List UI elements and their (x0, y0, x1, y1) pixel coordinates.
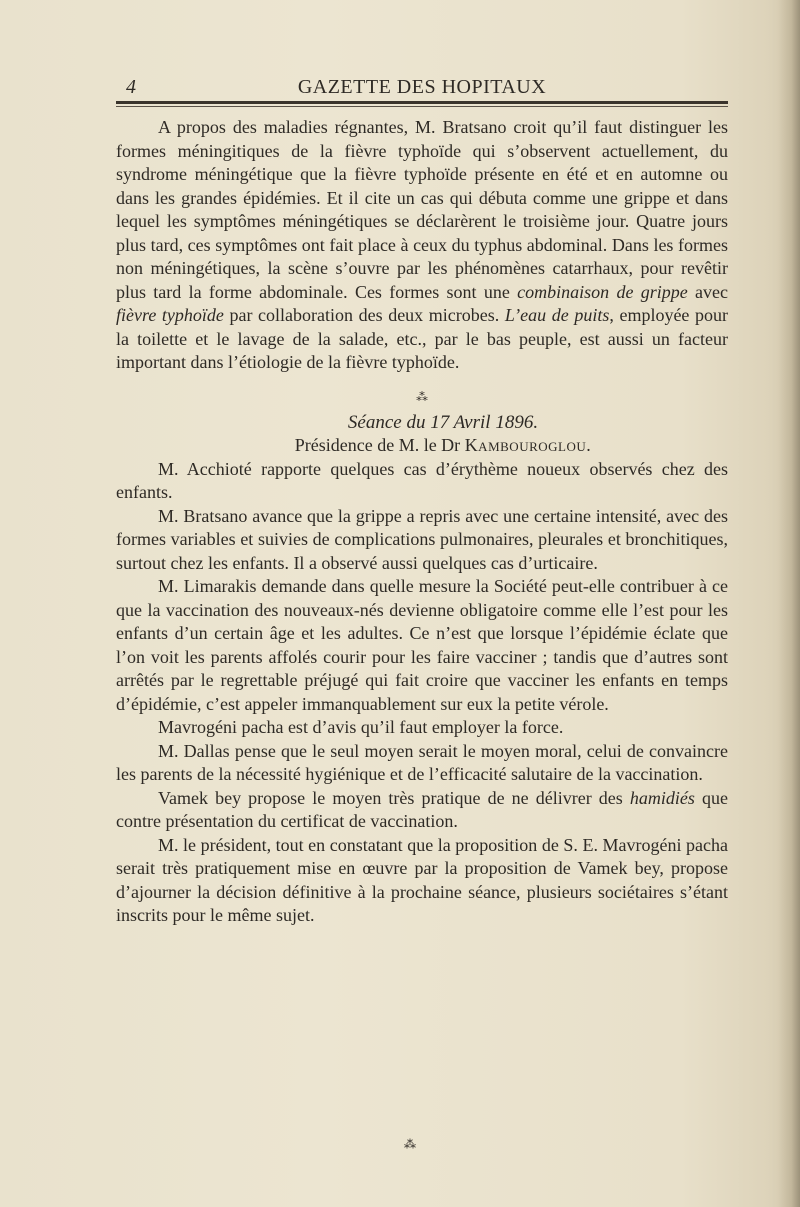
text-run: Vamek bey propose le moyen très pratique de ne délivrer des (158, 787, 630, 808)
text-run: que contre présentation du certificat de vaccination. (116, 787, 728, 831)
paragraph-dallas: M. Dallas pense que le seul moyen serait le moyen moral, celui de convaincre les parents de la nécessité hygiénique et de l’efficacité salutaire de la vaccination. (116, 740, 728, 784)
footer-ornament: ⁂ (404, 1137, 416, 1151)
header-rule-thick (116, 101, 728, 104)
emphasis: hamidiés (629, 787, 695, 808)
text-run: avec (687, 281, 729, 302)
session-title: Séance du 17 Avril 1896. (347, 411, 539, 433)
paragraph-limarakis: M. Limarakis demande dans quelle mesure la Société peut-elle contribuer à ce que la vaccination des nouveaux-nés devienne obligatoire comme elle l’est pour les enfants d’un certain âge et les adultes. Ce n’est que lorsque l’épidémie éclate que l’on voit les parents affolés courir pour les faire vacciner ; tandis que d’autres sont arrêtés par le regrettable préjugé qui fait croire que vacciner les enfants en temps d’épidémie, c’est appeler immanquablement sur eux la petite vérole. (116, 576, 728, 714)
running-header (116, 72, 728, 100)
emphasis: L’eau de puits (504, 305, 610, 325)
emphasis: fièvre typhoïde (116, 305, 224, 325)
paragraph-president: M. le président, tout en constatant que la proposition de S. E. Mavrogéni pacha serait très pratiquement mise en œuvre par la proposition de Vamek bey, propose d’ajourner la décision définitive à la prochaine séance, plusieurs sociétaires s’étant inscrits pour le même sujet. (116, 834, 728, 925)
intro-paragraph (116, 116, 728, 375)
header-rule-thin (116, 106, 728, 107)
page-edge-shadow (778, 0, 800, 1207)
emphasis: combinaison de grippe (517, 281, 688, 302)
paragraph-bratsano: M. Bratsano avance que la grippe a repris avec une certaine intensité, avec des formes variables et suivies de complications pulmonaires, pleurales et bronchitiques, surtout chez les enfants. Il a observé aussi quelques cas d’urticaire. (116, 505, 728, 573)
presidence-prefix: Présidence de M. le Dr (294, 435, 465, 455)
text-run: par collaboration des deux microbes. (223, 305, 505, 325)
president-name: Kambouroglou. (464, 435, 592, 455)
article-body (116, 116, 728, 928)
presidence-line (116, 434, 728, 458)
section-ornament: ⁂ (416, 389, 428, 404)
text-run: , employée pour la toilette et le lavage de la salade, etc., par le bas peuple, est aussi un facteur important dans l’étiologie de la fièvre typhoïde. (116, 305, 729, 372)
text-run: A propos des maladies régnantes, M. Bratsano croit qu’il faut distinguer les formes méningitiques de la fièvre typhoïde qui s’observent actuellement, du syndrome méningétique que la fièvre typhoïde présente en été et en automne ou dans les grandes épidémies. Et il cite un cas qui débuta comme une grippe et dans lequel les symptômes méningétiques se déclarèrent le troisième jour. Quatre jours plus tard, ces symptômes ont fait place à ceux du typhus abdominal. Dans les formes non méningétiques, la scène s’ouvre par les phénomènes catarrhaux, pour revêtir plus tard la forme abdominale. Ces formes sont une (116, 117, 728, 302)
paragraph-mavrogeni: Mavrogéni pacha est d’avis qu’il faut employer la force. (158, 717, 564, 737)
paragraph-vamek (116, 787, 728, 834)
paragraph-acchiote: M. Acchioté rapporte quelques cas d’érythème noueux observés chez des enfants. (116, 458, 728, 502)
page-number: 4 (126, 76, 136, 98)
journal-title: GAZETTE DES HOPITAUX (297, 76, 547, 98)
